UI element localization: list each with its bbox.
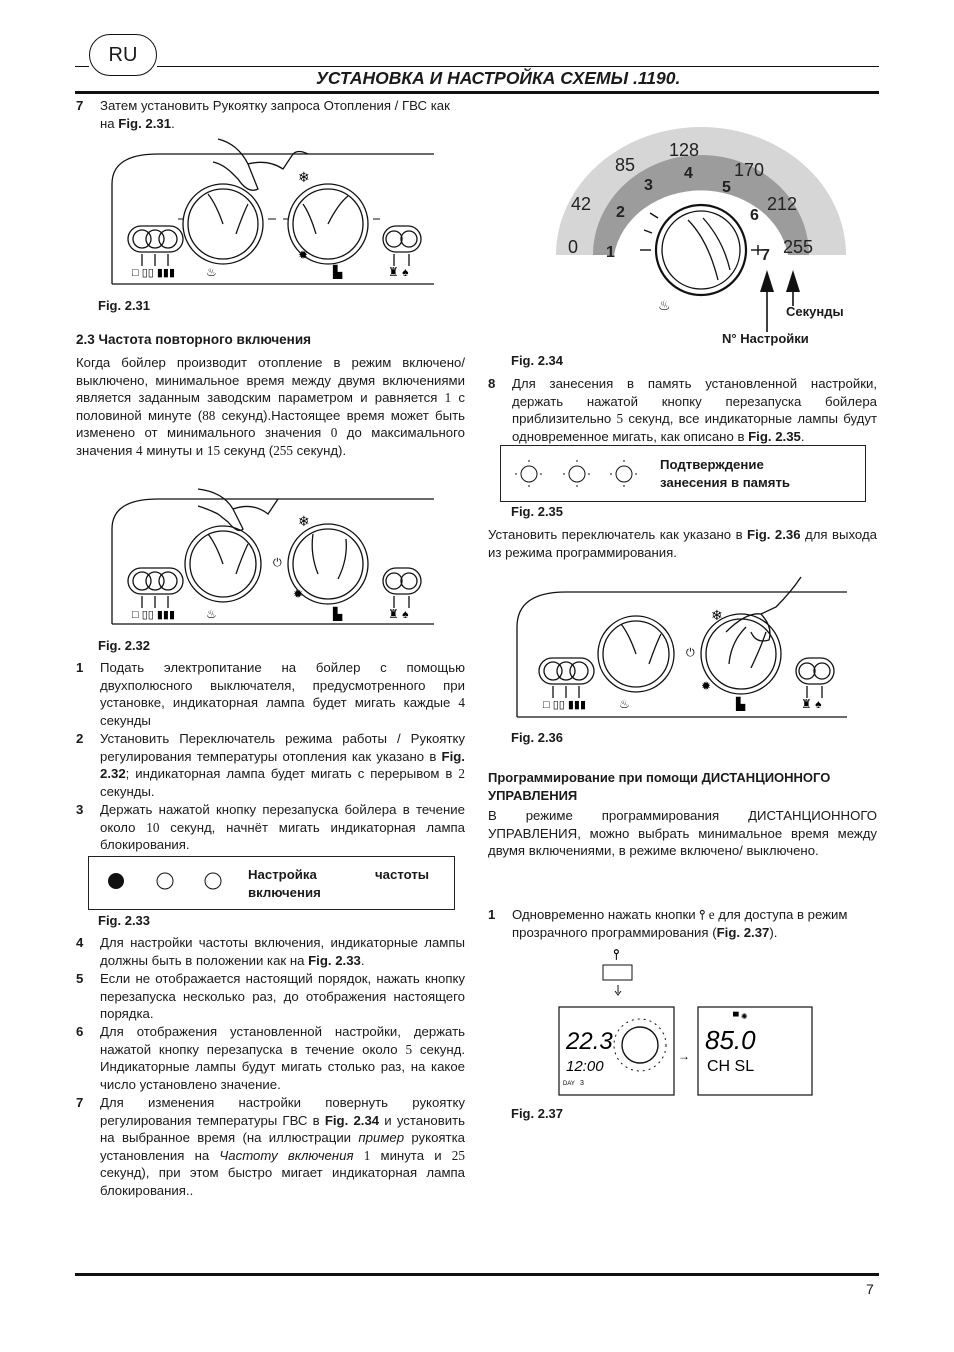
- indicator-box-fig-2-33: Настройка частоты включения: [88, 856, 455, 910]
- dial-step: 2: [616, 204, 625, 221]
- blinking-lamp-icon: [616, 466, 632, 482]
- svg-text:❄: ❄: [298, 169, 310, 185]
- step-4: 4 Для настройки частоты включения, индикаторные лампы должны быть в положении как на Fig. 2.33.: [76, 935, 465, 968]
- step-8: 8 Для занесения в память установленной настройки, держать нажатой кнопку перезапуска бойлера приблизительно 5 секунд, все индикаторные лампы будут одновременное мигать, как описано в Fig. 2.35.: [488, 376, 877, 444]
- svg-text:▙: ▙: [736, 697, 746, 711]
- svg-text:♜ ♠: ♜ ♠: [801, 697, 822, 711]
- step-2: 2 Установить Переключатель режима работы / Рукоятку регулирования температуры отопления как указано в Fig. 2.32; индикаторная лампа будет мигать с перерывом в 2 секунды.: [76, 731, 465, 799]
- remote-control-fig-2-37: [558, 945, 818, 1100]
- fig-ref: Fig. 2.36: [747, 527, 801, 542]
- svg-text:□ ▯▯ ▮▮▮: □ ▯▯ ▮▮▮: [132, 267, 176, 279]
- dial-step: 7: [761, 247, 770, 264]
- step-7-intro: 7 Затем установить Рукоятку запроса Отопления / ГВС как на Fig. 2.31.: [76, 98, 450, 131]
- fig-ref: Fig. 2.35: [748, 428, 801, 444]
- dial-step: 4: [684, 165, 693, 182]
- clock-time: 12:00: [566, 1058, 604, 1075]
- svg-text:⏻: ⏻: [686, 647, 695, 659]
- dial-step: 1: [606, 244, 615, 261]
- dial-value: 255: [783, 237, 814, 257]
- section-2-3-text: Когда бойлер производит отопление в режим включено/ выключено, минимальное время между двумя включениями является заданным заводским параметром и равняется 1 с половиной минуте (88 секунд).Настоящее время может быть изменено от минимального значения 0 до максимального значения 4 минуты и 15 секунд (255 секунд).: [76, 355, 466, 458]
- svg-text:▙: ▙: [333, 265, 343, 279]
- svg-text:□ ▯▯ ▮▮▮: □ ▯▯ ▮▮▮: [543, 699, 587, 711]
- svg-text:♜ ♠: ♜ ♠: [388, 607, 409, 621]
- dial-value: 170: [734, 160, 765, 180]
- svg-text:▙: ▙: [333, 607, 343, 621]
- svg-text:♨: ♨: [206, 265, 217, 279]
- language-badge: RU: [89, 34, 157, 76]
- parameter-value: 85.0: [705, 1025, 756, 1055]
- caption-fig-2-31: Fig. 2.31: [98, 298, 151, 313]
- svg-text:♨: ♨: [206, 607, 217, 621]
- lamp-off-icon: [157, 873, 173, 889]
- lamp-on-icon: [108, 873, 124, 889]
- fig-ref: Fig. 2.33: [308, 952, 361, 968]
- fig-ref: Fig. 2.32: [100, 748, 465, 782]
- dial-step: 3: [644, 177, 653, 194]
- dial-value: 42: [571, 194, 592, 214]
- dial-value: 128: [669, 140, 700, 160]
- svg-text:♨: ♨: [619, 697, 630, 711]
- indicator-box-fig-2-35: Подтверждение занесения в память: [500, 445, 866, 502]
- step-1-remote: 1 Одновременно нажать кнопки ⫯ e для доступа в режим прозрачного программирования (Fig. 2.37).: [488, 907, 848, 940]
- svg-text:✹: ✹: [298, 248, 309, 262]
- section-2-3-title: 2.3 Частота повторного включения: [76, 332, 312, 347]
- dial-step: 5: [722, 179, 731, 196]
- dial-value: 85: [615, 155, 636, 175]
- step-3: 3 Держать нажатой кнопку перезапуска бойлера в течение около 10 секунд, начнёт мигать индикаторная лампа блокирования.: [76, 802, 465, 853]
- page-number: 7: [866, 1281, 874, 1297]
- blinking-lamp-icon: [521, 466, 537, 482]
- dial-step: 6: [750, 207, 759, 224]
- day-label: DAY: [563, 1081, 575, 1087]
- fig-ref: Fig. 2.31: [118, 115, 172, 131]
- header-thick-rule: [75, 91, 879, 94]
- fig-ref: Fig. 2.34: [324, 1112, 380, 1128]
- seconds-label: Секунды: [786, 304, 844, 319]
- step-5: 5 Если не отображается настоящий порядок, нажать кнопку перезапуска несколько раз, до отображения настоящего порядка.: [76, 971, 465, 1022]
- svg-text:⏻: ⏻: [273, 557, 282, 569]
- indicator-lamps: [107, 872, 227, 892]
- blinking-lamps: [511, 458, 641, 490]
- programming-key-icon: ⫯: [699, 907, 706, 922]
- day-number: 3: [580, 1080, 584, 1087]
- svg-text:❄: ❄: [711, 607, 723, 623]
- programming-key-icon: ⫯: [613, 946, 620, 962]
- step-7-change: 7 Для изменения настройки повернуть рукоятку регулирования температуры ГВС в Fig. 2.34 и установить на выбранное время (на иллюстрации пример рукоятка установления на Частоту включения 1 минута и 25 секунд), при этом быстро мигает индикаторная лампа блокирования..: [76, 1095, 466, 1198]
- svg-text:✹: ✹: [293, 587, 304, 601]
- remote-control-text: В режиме программирования ДИСТАНЦИОННОГО УПРАВЛЕНИЯ, можно выбрать минимальное время между двумя включениями, в режиме включено/ выключено.: [488, 808, 877, 859]
- parameter-code: CH SL: [707, 1058, 755, 1075]
- caption-fig-2-33: Fig. 2.33: [98, 913, 151, 928]
- room-temperature: 22.3: [566, 1028, 613, 1055]
- caption-fig-2-32: Fig. 2.32: [98, 638, 151, 653]
- header-rule-left: [75, 66, 89, 67]
- svg-text:♜ ♠: ♜ ♠: [388, 265, 409, 279]
- page-title: УСТАНОВКА И НАСТРОЙКА СХЕМЫ .1190.: [316, 68, 681, 88]
- caption-fig-2-35: Fig. 2.35: [511, 504, 564, 519]
- blinking-lamp-icon: [569, 466, 585, 482]
- dial-value: 0: [568, 237, 579, 257]
- lamp-off-icon: [205, 873, 221, 889]
- flame-icon: ▀ ✺: [733, 1012, 748, 1021]
- svg-text:□ ▯▯ ▮▮▮: □ ▯▯ ▮▮▮: [132, 609, 176, 621]
- caption-fig-2-36: Fig. 2.36: [511, 730, 564, 745]
- footer-thick-rule: [75, 1273, 879, 1276]
- dial-value: 212: [767, 194, 798, 214]
- settings-number-label: N° Настройки: [722, 331, 809, 346]
- remote-control-title: Программирование при помощи ДИСТАНЦИОННОГО УПРАВЛЕНИЯ: [488, 770, 831, 803]
- svg-text:❄: ❄: [298, 513, 310, 529]
- svg-text:→: →: [678, 1049, 690, 1063]
- step-1: 1 Подать электропитание на бойлер с помощью двухполюсного выключателя, предусмотренного при установке, индикаторная лампа будет мигать каждые 4 секунды: [76, 660, 465, 728]
- caption-fig-2-37: Fig. 2.37: [511, 1106, 564, 1121]
- boiler-panel-fig-2-31: [98, 134, 438, 294]
- fig-ref: Fig. 2.37: [716, 924, 770, 940]
- exit-programming-text: Установить переключатель как указано в Fig. 2.36 для выхода из режима программирования.: [488, 527, 877, 560]
- boiler-panel-fig-2-36: [511, 572, 851, 722]
- step-6: 6 Для отображения установленной настройки, держать нажатой кнопку перезапуска в течение около 5 секунд. Индикаторные лампы будут мигать столько раз, на какое число установлено значение.: [76, 1024, 466, 1092]
- boiler-panel-fig-2-32: [98, 484, 438, 634]
- caption-fig-2-34: Fig. 2.34: [511, 353, 564, 368]
- svg-text:✹: ✹: [701, 679, 712, 693]
- dhw-tap-icon: ♨: [658, 297, 671, 313]
